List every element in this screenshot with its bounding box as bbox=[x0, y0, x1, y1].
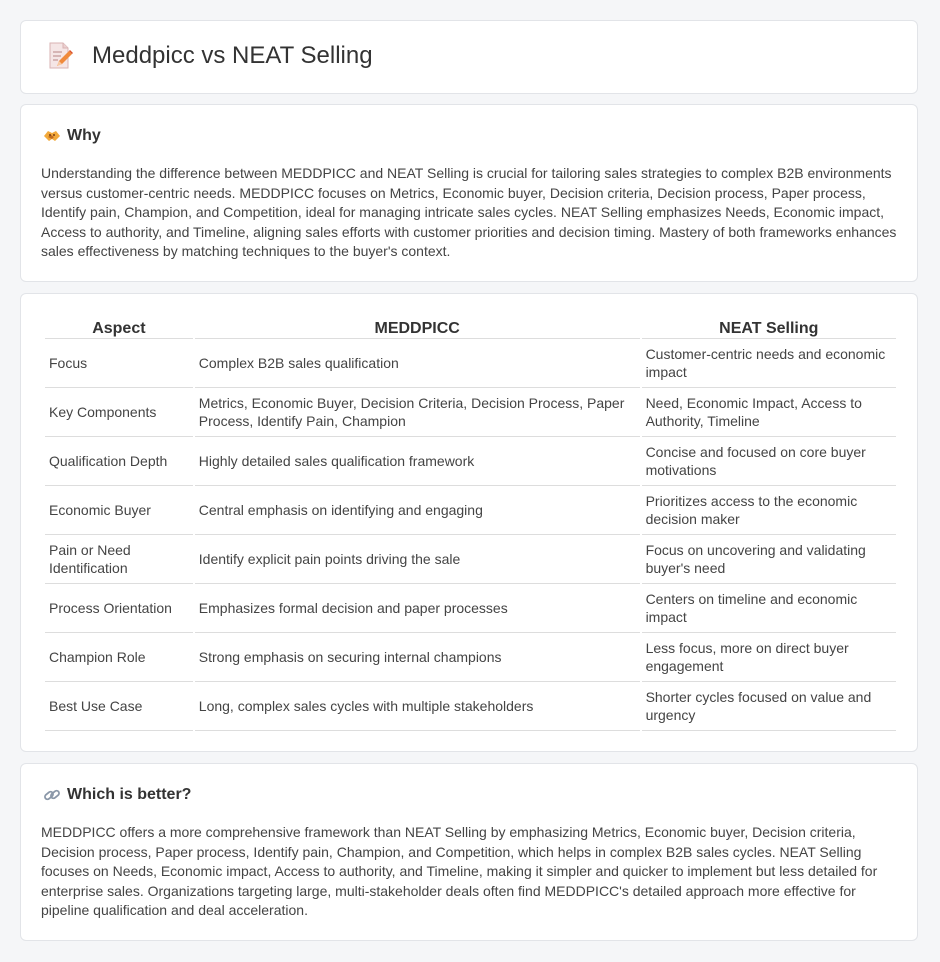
cell-meddpicc: Long, complex sales cycles with multiple stakeholders bbox=[195, 682, 640, 731]
cell-neat: Prioritizes access to the economic decision maker bbox=[642, 486, 896, 535]
why-text: Understanding the difference between MEDDPICC and NEAT Selling is crucial for tailoring sales strategies to complex B2B environments versus customer-centric needs. MEDDPICC focuses on Metrics, Economic buyer, Decision criteria, Decision process, Paper process, Identify pain, Champion, and Competition, ideal for managing intricate sales cycles. NEAT Selling emphasizes Needs, Economic impact, Access to authority, and Timeline, aligning sales efforts with customer priorities and decision timing. Mastery of both frameworks enhances sales effectiveness by matching techniques to the buyer's context. bbox=[41, 165, 897, 260]
link-icon bbox=[43, 787, 61, 803]
header-meddpicc: MEDDPICC bbox=[195, 316, 640, 339]
cell-meddpicc: Highly detailed sales qualification framework bbox=[195, 437, 640, 486]
table-header-row bbox=[45, 316, 896, 339]
comparison-table-card bbox=[20, 293, 918, 752]
cell-aspect: Qualification Depth bbox=[45, 437, 193, 486]
cell-meddpicc: Emphasizes formal decision and paper processes bbox=[195, 584, 640, 633]
cell-neat: Focus on uncovering and validating buyer's need bbox=[642, 535, 896, 584]
why-heading bbox=[43, 127, 101, 145]
cell-meddpicc: Identify explicit pain points driving the sale bbox=[195, 535, 640, 584]
cell-aspect: Focus bbox=[45, 339, 193, 388]
handshake-icon bbox=[43, 129, 61, 143]
why-section bbox=[20, 104, 918, 282]
table-row bbox=[45, 437, 896, 486]
cell-aspect: Pain or Need Identification bbox=[45, 535, 193, 584]
table-row bbox=[45, 486, 896, 535]
which-is-better-section bbox=[20, 763, 918, 941]
table-row bbox=[45, 633, 896, 682]
cell-neat: Less focus, more on direct buyer engagement bbox=[642, 633, 896, 682]
page-title: Meddpicc vs NEAT Selling bbox=[92, 42, 373, 69]
better-heading-label: Which is better? bbox=[67, 786, 192, 803]
table-row bbox=[45, 682, 896, 731]
header-aspect: Aspect bbox=[45, 316, 193, 339]
cell-meddpicc: Strong emphasis on securing internal champions bbox=[195, 633, 640, 682]
cell-meddpicc: Central emphasis on identifying and engaging bbox=[195, 486, 640, 535]
cell-aspect: Economic Buyer bbox=[45, 486, 193, 535]
cell-meddpicc: Complex B2B sales qualification bbox=[195, 339, 640, 388]
table-row bbox=[45, 339, 896, 388]
cell-aspect: Best Use Case bbox=[45, 682, 193, 731]
better-text: MEDDPICC offers a more comprehensive framework than NEAT Selling by emphasizing Metrics, Economic buyer, Decision criteria, Decision process, Paper process, Identify pain, Champion, and Competition, which helps in complex B2B sales cycles. NEAT Selling focuses on Needs, Economic impact, Access to authority, and Timeline, making it simpler and quicker to implement but less detailed for enterprise sales. Organizations targeting large, multi-stakeholder deals often find MEDDPICC's detailed approach more effective for pipeline qualification and deal acceleration. bbox=[41, 824, 878, 919]
cell-aspect: Key Components bbox=[45, 388, 193, 437]
why-heading-label: Why bbox=[67, 127, 101, 144]
table-row bbox=[45, 584, 896, 633]
cell-aspect: Process Orientation bbox=[45, 584, 193, 633]
cell-aspect: Champion Role bbox=[45, 633, 193, 682]
title-card bbox=[20, 20, 918, 94]
table-row bbox=[45, 535, 896, 584]
cell-neat: Need, Economic Impact, Access to Authority, Timeline bbox=[642, 388, 896, 437]
better-heading bbox=[43, 786, 191, 804]
comparison-table bbox=[43, 316, 898, 731]
document-edit-icon bbox=[47, 41, 73, 71]
title-row bbox=[47, 41, 373, 71]
cell-neat: Shorter cycles focused on value and urgency bbox=[642, 682, 896, 731]
cell-meddpicc: Metrics, Economic Buyer, Decision Criteria, Decision Process, Paper Process, Identify Pain, Champion bbox=[195, 388, 640, 437]
header-neat: NEAT Selling bbox=[642, 316, 896, 339]
table-row bbox=[45, 388, 896, 437]
cell-neat: Concise and focused on core buyer motivations bbox=[642, 437, 896, 486]
cell-neat: Centers on timeline and economic impact bbox=[642, 584, 896, 633]
cell-neat: Customer-centric needs and economic impact bbox=[642, 339, 896, 388]
